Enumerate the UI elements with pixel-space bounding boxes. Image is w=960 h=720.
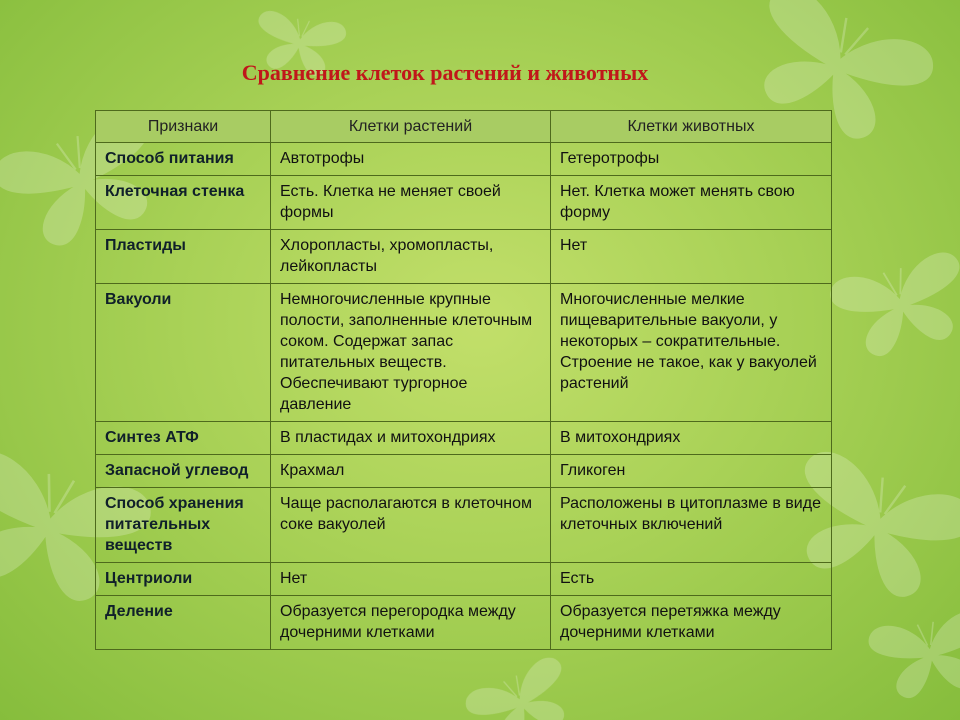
- feature-cell: Синтез АТФ: [96, 422, 271, 455]
- feature-cell: Вакуоли: [96, 284, 271, 422]
- animal-cell: В митохондриях: [551, 422, 832, 455]
- table-row: [96, 455, 832, 488]
- feature-cell: Пластиды: [96, 230, 271, 284]
- plant-cell: Чаще располагаются в клеточном соке вакуолей: [271, 488, 551, 563]
- plant-cell: Крахмал: [271, 455, 551, 488]
- plant-cell: В пластидах и митохондриях: [271, 422, 551, 455]
- animal-cell: Есть: [551, 563, 832, 596]
- page-title: Сравнение клеток растений и животных: [241, 60, 649, 85]
- header-animal-cells: Клетки животных: [551, 111, 832, 143]
- feature-cell: Клеточная стенка: [96, 176, 271, 230]
- table-row: [96, 176, 832, 230]
- animal-cell: Образуется перетяжка между дочерними клетками: [551, 596, 832, 650]
- table-row: [96, 488, 832, 563]
- feature-cell: Деление: [96, 596, 271, 650]
- feature-cell: Центриоли: [96, 563, 271, 596]
- comparison-table: [95, 110, 832, 650]
- plant-cell: Хлоропласты, хромопласты, лейкопласты: [271, 230, 551, 284]
- feature-cell: Запасной углевод: [96, 455, 271, 488]
- plant-cell: Есть. Клетка не меняет своей формы: [271, 176, 551, 230]
- table-row: [96, 422, 832, 455]
- table-row: [96, 563, 832, 596]
- header-features: Признаки: [96, 111, 271, 143]
- table-row: [96, 143, 832, 176]
- feature-cell: Способ питания: [96, 143, 271, 176]
- animal-cell: Нет. Клетка может менять свою форму: [551, 176, 832, 230]
- feature-cell: Способ хранения питательных веществ: [96, 488, 271, 563]
- animal-cell: Гликоген: [551, 455, 832, 488]
- table-row: [96, 230, 832, 284]
- animal-cell: Расположены в цитоплазме в виде клеточных включений: [551, 488, 832, 563]
- table-row: [96, 596, 832, 650]
- table-header-row: [96, 111, 832, 143]
- table-row: [96, 284, 832, 422]
- plant-cell: Автотрофы: [271, 143, 551, 176]
- plant-cell: Нет: [271, 563, 551, 596]
- header-plant-cells: Клетки растений: [271, 111, 551, 143]
- animal-cell: Нет: [551, 230, 832, 284]
- animal-cell: Гетеротрофы: [551, 143, 832, 176]
- plant-cell: Образуется перегородка между дочерними клетками: [271, 596, 551, 650]
- animal-cell: Многочисленные мелкие пищеварительные вакуоли, у некоторых – сократительные. Строение не такое, как у вакуолей растений: [551, 284, 832, 422]
- plant-cell: Немногочисленные крупные полости, заполненные клеточным соком. Содержат запас питательных веществ. Обеспечивают тургорное давление: [271, 284, 551, 422]
